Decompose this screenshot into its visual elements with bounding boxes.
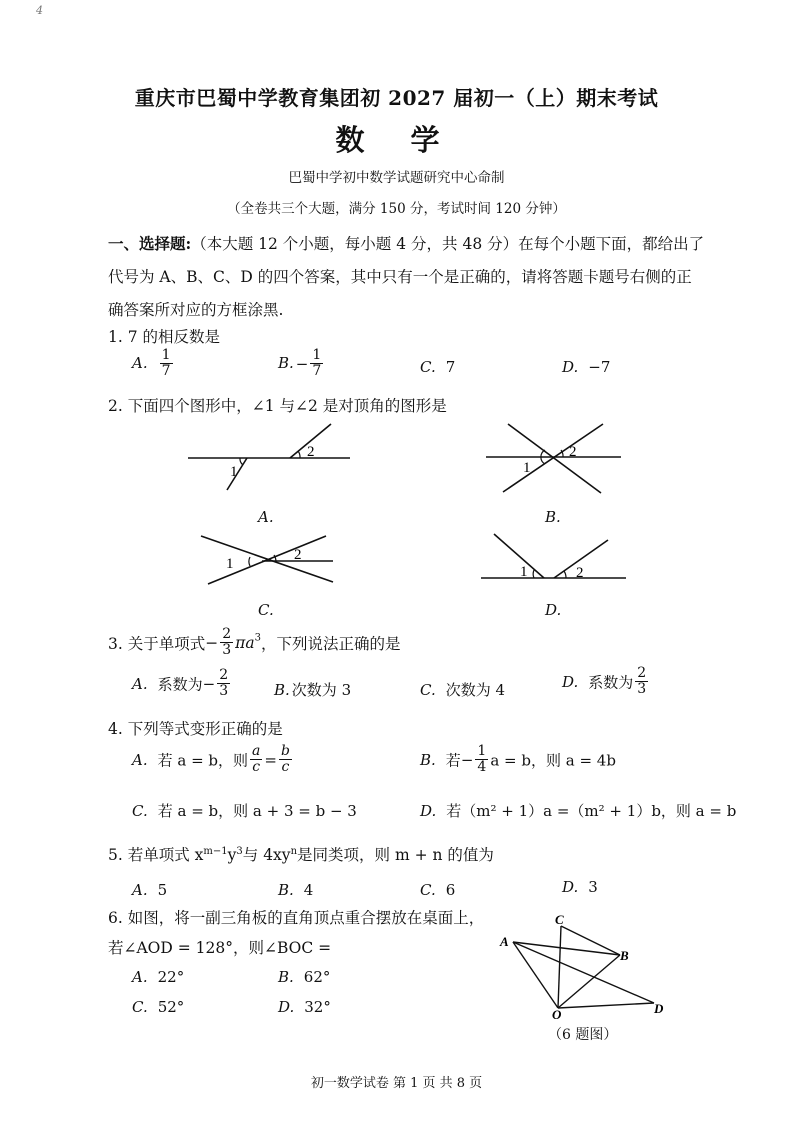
q6-seg-od <box>558 1003 654 1008</box>
q5-option-c <box>420 881 455 899</box>
q2-label-a: A. <box>258 508 274 526</box>
q6-line1: 6. 如图，将一副三角板的直角顶点重合摆放在桌面上， <box>108 909 485 927</box>
q2-stem: 2. 下面四个图形中，∠1 与∠2 是对顶角的图形是 <box>108 397 447 415</box>
q5-a-letter: A. <box>132 881 148 899</box>
q5-b-letter: B. <box>278 881 294 899</box>
q1-b-den: 7 <box>312 363 322 380</box>
q1-b-sign: − <box>295 354 309 373</box>
section1-line2: 代号为 A、B、C、D 的四个答案，其中只有一个是正确的，请将答题卡题号右侧的正 <box>108 268 692 286</box>
q2-label-d: D. <box>545 601 562 619</box>
fig-b-line-2 <box>503 424 603 492</box>
q1-a-num: 1 <box>161 347 171 363</box>
q1-b-fraction <box>310 348 323 380</box>
q5-d-text: 3 <box>588 878 598 896</box>
q4-b-num: 1 <box>477 743 487 759</box>
q3-option-a <box>132 668 232 700</box>
q3-stem-post: ，下列说法正确的是 <box>260 634 401 653</box>
q3-b-letter: B. <box>274 681 290 699</box>
q1-a-letter: A. <box>132 353 148 372</box>
fig-d-angle1-label: 1 <box>520 564 528 580</box>
q3-a-letter: A. <box>132 674 148 693</box>
q2-figure-c <box>198 530 338 590</box>
exam-title: 重庆市巴蜀中学教育集团初 2027 届初一（上）期末考试 <box>134 86 659 110</box>
q4-a-den2: c <box>281 759 290 776</box>
q2-figure-a <box>185 422 355 494</box>
fig-a-angle2-arc <box>298 451 300 458</box>
q6-option-a <box>132 968 184 986</box>
q6-d-text: 32° <box>304 998 331 1016</box>
q3-a-den: 3 <box>219 683 229 700</box>
fig-c-angle1-arc <box>249 557 250 566</box>
section1-line3: 确答案所对应的方框涂黑. <box>108 301 284 319</box>
q6-option-b <box>278 968 330 986</box>
q5-a-text: 5 <box>157 881 168 899</box>
q6-seg-oc <box>558 926 561 1008</box>
q1-d-letter: D. <box>562 358 579 376</box>
q5-stem-mid1: y <box>227 846 237 864</box>
q6-point-a: A <box>500 934 509 949</box>
q3-d-den: 3 <box>637 681 647 698</box>
q1-option-d <box>562 358 610 376</box>
section1-line1 <box>108 232 704 254</box>
q4-a-pre: 若 a = b，则 <box>157 751 249 770</box>
q4-d-text: 若（m² + 1）a =（m² + 1）b，则 a = b <box>446 802 737 820</box>
q4-stem: 4. 下列等式变形正确的是 <box>108 720 283 738</box>
q5-c-letter: C. <box>420 881 436 899</box>
q6-point-c: C <box>555 912 564 927</box>
setter-line: 巴蜀中学初中数学试题研究中心命制 <box>288 170 505 186</box>
q6-line2: 若∠AOD = 128°，则∠BOC = <box>108 939 332 957</box>
q4-a-num2: b <box>280 743 290 759</box>
q3-d-fraction <box>635 666 648 698</box>
q4-b-pre: 若 <box>445 751 461 770</box>
q5-option-a <box>132 881 167 899</box>
q5-b-text: 4 <box>303 881 314 899</box>
q4-d-letter: D. <box>420 802 437 820</box>
q6-point-b: B <box>620 948 629 963</box>
q3-a-text: 系数为 <box>157 675 203 694</box>
q1-c-text: 7 <box>445 358 456 376</box>
q6-figure <box>496 908 674 1020</box>
q5-stem-exp1: m−1 <box>203 845 228 857</box>
q3-c-letter: C. <box>420 681 436 699</box>
fig-a-angle2-label: 2 <box>307 444 315 460</box>
q6-point-d: D <box>654 1001 664 1016</box>
q5-d-letter: D. <box>562 878 579 896</box>
q5-option-d <box>562 878 598 896</box>
q3-d-text: 系数为 <box>588 673 634 692</box>
fig-d-ray-left <box>494 534 544 578</box>
page-footer: 初一数学试卷 第 1 页 共 8 页 <box>310 1076 483 1091</box>
q1-option-c <box>420 358 455 376</box>
q4-b-letter: B. <box>420 750 436 769</box>
fig-b-angle1-label: 1 <box>523 460 531 476</box>
q3-option-d <box>562 666 650 698</box>
q3-d-letter: D. <box>562 672 579 691</box>
q4-a-letter: A. <box>132 750 148 769</box>
fig-d-angle1-arc <box>533 570 534 578</box>
q6-c-letter: C. <box>132 998 148 1016</box>
q4-a-fraction2 <box>279 744 292 776</box>
section1-heading: 一、选择题: <box>108 234 192 253</box>
q5-stem-exp2: 3 <box>236 845 243 857</box>
q6-caption: （6 题图） <box>548 1027 618 1043</box>
fig-b-angle2-label: 2 <box>569 444 577 460</box>
q4-option-d <box>420 800 736 821</box>
q4-a-den1: c <box>252 759 261 776</box>
q4-a-eq: = <box>264 750 277 769</box>
exam-note: （全卷共三个大题，满分 150 分，考试时间 120 分钟） <box>227 201 566 217</box>
fig-a-angle1-arc <box>240 458 243 465</box>
q5-option-b <box>278 881 313 899</box>
q4-a-fraction1 <box>250 744 262 776</box>
q6-seg-cb <box>561 926 620 955</box>
q5-stem-pre: 5. 若单项式 x <box>108 846 204 864</box>
q3-c-text: 次数为 4 <box>445 681 506 699</box>
q6-option-d <box>278 998 331 1016</box>
fig-d-angle2-arc <box>564 571 566 578</box>
subject-title: 数 学 <box>335 123 458 157</box>
q6-c-text: 52° <box>157 998 185 1016</box>
q3-b-text: 次数为 3 <box>291 681 352 699</box>
q1-a-den: 7 <box>161 363 171 380</box>
q1-b-letter: B. <box>278 353 294 372</box>
q2-figure-d <box>478 530 630 586</box>
q3-stem-pre: 3. 关于单项式 <box>108 634 206 653</box>
q6-a-letter: A. <box>132 968 148 986</box>
q4-c-letter: C. <box>132 802 148 820</box>
corner-mark: 4 <box>36 4 43 17</box>
q3-stem-sign: − <box>205 633 219 652</box>
q3-stem <box>108 627 400 659</box>
q1-b-num: 1 <box>312 347 322 363</box>
fig-d-angle2-label: 2 <box>576 565 584 581</box>
q5-stem-exp3: n <box>290 845 298 857</box>
q3-stem-var: πa <box>235 633 255 652</box>
q5-stem <box>108 843 494 865</box>
fig-c-angle2-label: 2 <box>294 547 302 563</box>
q3-stem-exp: 3 <box>254 632 261 644</box>
q4-option-c <box>132 800 357 821</box>
q5-stem-post: 是同类项，则 m + n 的值为 <box>297 846 494 864</box>
q6-d-letter: D. <box>278 998 295 1016</box>
q6-b-text: 62° <box>303 968 331 986</box>
q3-a-fraction <box>217 668 230 700</box>
q5-c-text: 6 <box>445 881 456 899</box>
q3-stem-den: 3 <box>222 642 232 659</box>
q3-a-num: 2 <box>219 667 229 683</box>
q3-stem-fraction <box>220 627 233 659</box>
q3-d-num: 2 <box>637 665 647 681</box>
q2-label-b: B. <box>545 508 561 526</box>
q6-option-c <box>132 998 184 1016</box>
q4-c-text: 若 a = b，则 a + 3 = b − 3 <box>157 802 357 820</box>
fig-c-line-1 <box>201 536 333 582</box>
q2-figure-b <box>483 420 625 496</box>
q4-b-fraction <box>475 744 488 776</box>
q3-option-c <box>420 679 505 700</box>
q1-option-b <box>278 348 325 380</box>
q4-a-num1: a <box>252 743 261 759</box>
q2-label-c: C. <box>258 601 274 619</box>
q6-b-letter: B. <box>278 968 294 986</box>
q6-a-text: 22° <box>157 968 185 986</box>
q1-stem: 1. 7 的相反数是 <box>108 328 221 346</box>
q1-a-fraction <box>160 348 173 380</box>
fig-c-angle1-label: 1 <box>226 556 234 572</box>
q6-seg-ob <box>558 955 620 1008</box>
q3-a-sign: − <box>202 674 216 693</box>
section1-text1: （本大题 12 个小题，每小题 4 分，共 48 分）在每个小题下面，都给出了 <box>191 235 705 253</box>
q4-b-den: 4 <box>477 759 487 776</box>
q1-d-text: −7 <box>588 358 611 376</box>
fig-a-angle1-label: 1 <box>230 464 238 480</box>
q4-option-a <box>132 744 294 776</box>
q4-b-post: a = b，则 a = 4b <box>490 751 616 770</box>
q3-option-b <box>274 679 351 700</box>
q5-stem-mid2: 与 4xy <box>242 846 291 864</box>
q1-c-letter: C. <box>420 358 436 376</box>
q6-point-o: O <box>552 1007 562 1020</box>
q4-option-b <box>420 744 616 776</box>
q1-option-a <box>132 348 175 380</box>
q4-b-sign: − <box>460 750 474 769</box>
q3-stem-num: 2 <box>222 626 232 642</box>
